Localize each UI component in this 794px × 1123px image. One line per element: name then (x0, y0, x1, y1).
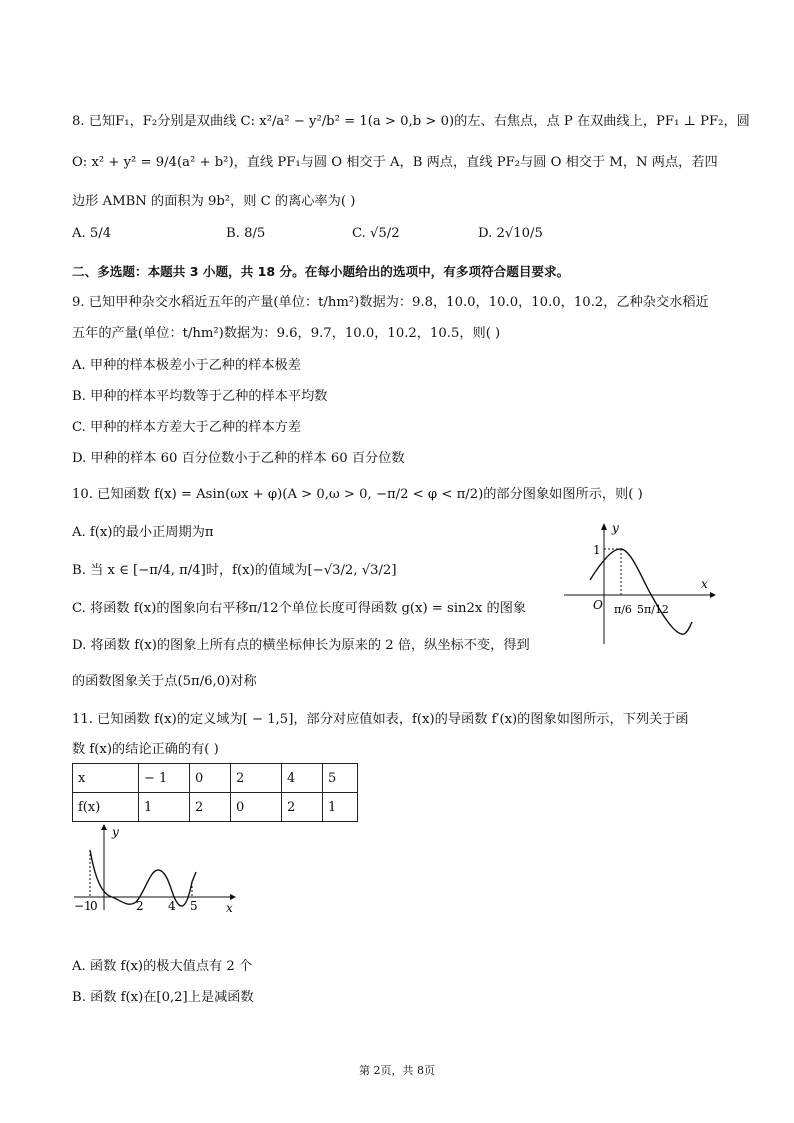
q10-curve (590, 549, 692, 634)
table-cell: − 1 (139, 764, 190, 793)
table-row (73, 793, 358, 822)
q11-line1: 11. 已知函数 f(x)的定义域为[ − 1,5]，部分对应值如表，f(x)的导函数 f′(x)的图象如图所示，下列关于函 (72, 712, 689, 727)
q9-option-c: C. 甲种的样本方差大于乙种的样本方差 (72, 420, 302, 435)
q10-tick1-label: π/6 (614, 603, 632, 616)
q10-y-arrow (601, 523, 607, 530)
q11-tick-5: 5 (190, 899, 198, 913)
table-cell: x (73, 764, 139, 793)
q11-curve (90, 850, 196, 906)
q11-derivative-graph (70, 822, 245, 916)
table-cell: f(x) (73, 793, 139, 822)
q8-option-b: B. 8/5 (226, 226, 266, 241)
q9-line2: 五年的产量(单位：t/hm²)数据为：9.6，9.7，10.0，10.2，10.5，则( ) (72, 326, 501, 341)
table-row (73, 764, 358, 793)
q10-one-label: 1 (593, 543, 601, 557)
q10-option-d: D. 将函数 f(x)的图象上所有点的横坐标伸长为原来的 2 倍，纵坐标不变，得到 (72, 638, 530, 653)
q11-y-label: y (112, 825, 119, 839)
q10-option-c: C. 将函数 f(x)的图象向右平移π/12个单位长度可得函数 g(x) = sin2x 的图象 (72, 601, 527, 616)
q8-option-d: D. 2√10/5 (478, 226, 543, 241)
q8-line1: 8. 已知F₁，F₂分别是双曲线 C: x²/a² − y²/b² = 1(a > 0,b > 0)的左、右焦点，点 P 在双曲线上，PF₁ ⊥ PF₂，圆 (72, 114, 750, 129)
q10-x-arrow (710, 592, 716, 598)
table-cell: 1 (323, 793, 358, 822)
q11-option-a: A. 函数 f(x)的极大值点有 2 个 (72, 959, 253, 974)
q9-option-b: B. 甲种的样本平均数等于乙种的样本平均数 (72, 389, 328, 404)
q9-line1: 9. 已知甲种杂交水稻近五年的产量(单位：t/hm²)数据为：9.8，10.0，10.0，10.0，10.2，乙种杂交水稻近 (72, 295, 709, 310)
table-cell: 1 (139, 793, 190, 822)
q10-option-d-cont: 的函数图象关于点(5π/6,0)对称 (72, 674, 257, 689)
q11-line2: 数 f(x)的结论正确的有( ) (72, 742, 219, 757)
page-number: 第 2页，共 8页 (359, 1064, 435, 1077)
table-cell: 0 (231, 793, 282, 822)
q8-option-a: A. 5/4 (72, 226, 112, 241)
q8-line2: O: x² + y² = 9/4(a² + b²)，直线 PF₁与圆 O 相交于 A，B 两点，直线 PF₂与圆 O 相交于 M，N 两点，若四 (72, 155, 718, 170)
table-cell: 4 (282, 764, 323, 793)
q11-tick-4: 4 (168, 899, 176, 913)
table-cell: 2 (190, 793, 231, 822)
table-cell: 2 (282, 793, 323, 822)
q9-option-d: D. 甲种的样本 60 百分位数小于乙种的样本 60 百分位数 (72, 451, 405, 466)
q10-x-label: x (701, 577, 708, 591)
q9-option-a: A. 甲种的样本极差小于乙种的样本极差 (72, 358, 301, 373)
q10-sine-graph (560, 518, 720, 652)
table-cell: 2 (231, 764, 282, 793)
q10-option-b: B. 当 x ∈ [−π/4, π/4]时，f(x)的值域为[−√3/2, √3/2] (72, 563, 397, 578)
q11-y-arrow (101, 824, 107, 830)
q10-stem: 10. 已知函数 f(x) = Asin(ωx + φ)(A > 0,ω > 0, −π/2 < φ < π/2)的部分图象如图所示，则( ) (72, 487, 643, 502)
q10-tick2-label: 5π/12 (637, 603, 669, 616)
q11-x-arrow (230, 894, 236, 900)
q10-y-label: y (612, 521, 619, 535)
table-cell: 5 (323, 764, 358, 793)
q11-value-table (72, 763, 358, 822)
q11-tick-neg1: −1 (74, 899, 92, 913)
q8-line3: 边形 AMBN 的面积为 9b²，则 C 的离心率为( ) (72, 194, 356, 209)
q11-x-label: x (226, 901, 233, 915)
table-cell: 0 (190, 764, 231, 793)
q11-option-b: B. 函数 f(x)在[0,2]上是减函数 (72, 990, 254, 1005)
q11-tick-2: 2 (136, 899, 144, 913)
q8-option-c: C. √5/2 (352, 226, 400, 241)
q11-tick-0: 0 (90, 899, 98, 913)
q10-option-a: A. f(x)的最小正周期为π (72, 525, 214, 540)
q10-origin-label: O (593, 598, 603, 612)
section-heading: 二、多选题：本题共 3 小题，共 18 分。在每小题给出的选项中，有多项符合题目要求。 (72, 264, 570, 279)
